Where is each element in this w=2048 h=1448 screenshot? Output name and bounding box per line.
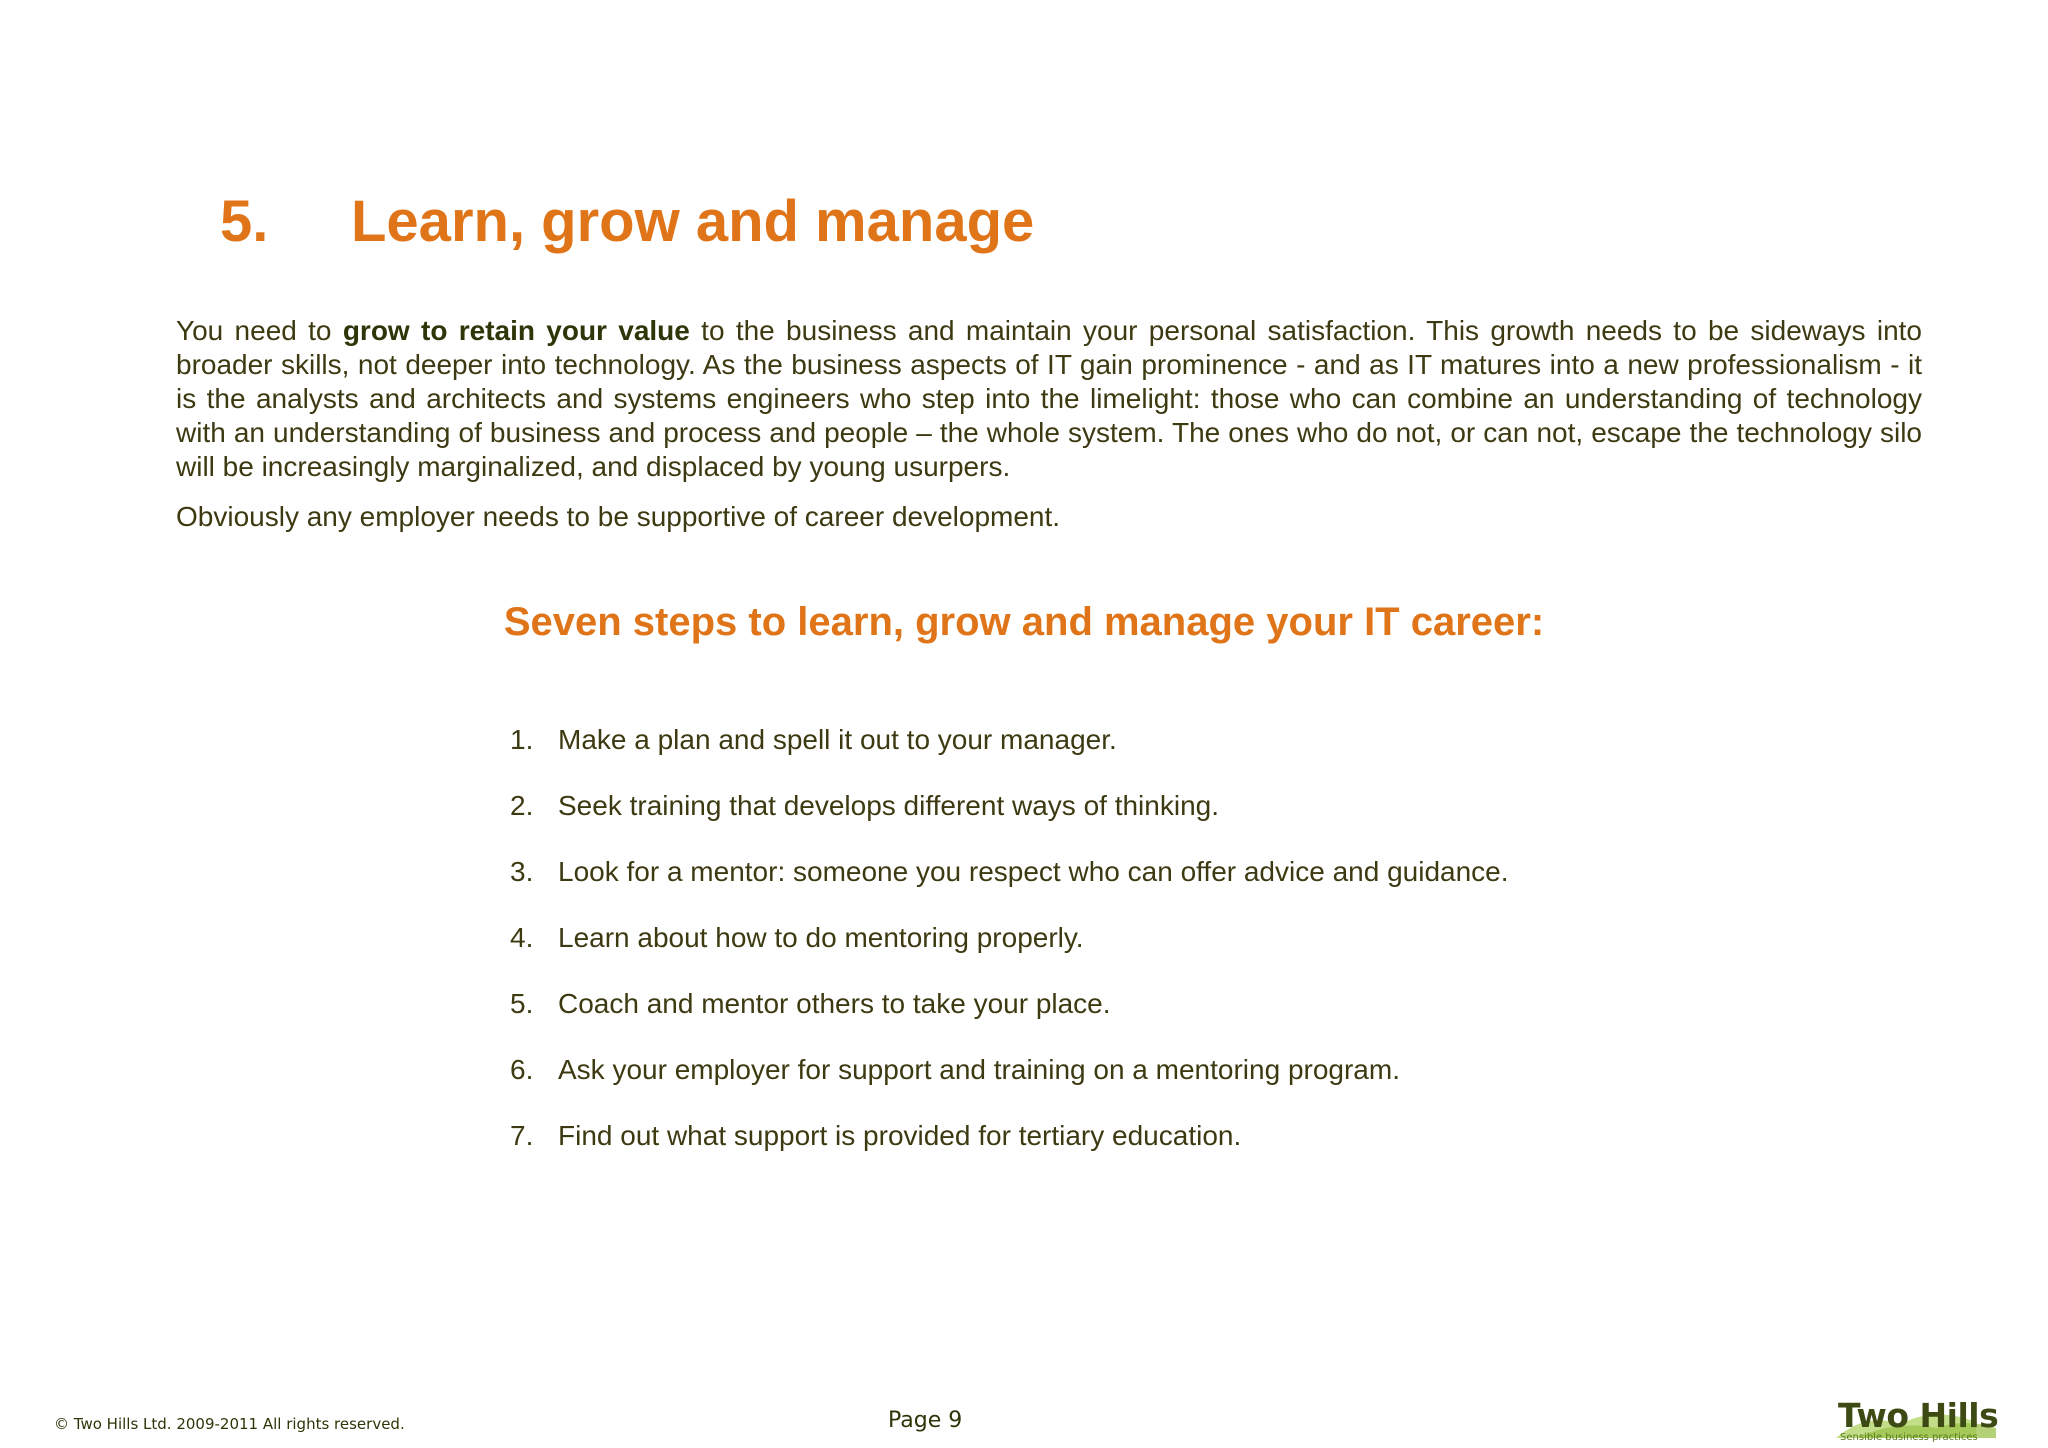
employer-note: Obviously any employer needs to be supportive of career development. [176, 501, 1061, 532]
step-text: Ask your employer for support and training on a mentoring program. [558, 1054, 1400, 1085]
step-number: 4. [510, 922, 534, 953]
step-number: 7. [510, 1120, 534, 1151]
step-text: Make a plan and spell it out to your manager. [558, 724, 1117, 755]
step-number: 3. [510, 856, 534, 887]
step-text: Learn about how to do mentoring properly. [558, 922, 1084, 953]
intro-lead: You need to [176, 315, 343, 346]
step-text: Coach and mentor others to take your place. [558, 988, 1111, 1019]
section-heading [220, 186, 1034, 258]
list-item [510, 851, 1509, 917]
logo-tagline: Sensible business practices [1840, 1432, 1978, 1443]
section-title: Learn, grow and manage [351, 189, 1035, 254]
logo-title: Two Hills [1838, 1396, 1999, 1435]
step-number: 2. [510, 790, 534, 821]
list-item [510, 719, 1509, 785]
step-text: Look for a mentor: someone you respect who can offer advice and guidance. [558, 856, 1509, 887]
step-text: Find out what support is provided for tertiary education. [558, 1120, 1242, 1151]
intro-emphasis: grow to retain your value [342, 315, 690, 346]
list-item [510, 1115, 1509, 1181]
list-item [510, 1049, 1509, 1115]
list-item [510, 785, 1509, 851]
page-number: Page 9 [888, 1408, 963, 1433]
intro-paragraph [176, 314, 1922, 484]
list-item [510, 983, 1509, 1049]
step-number: 5. [510, 988, 534, 1019]
steps-list [510, 719, 1509, 1181]
step-text: Seek training that develops different ways of thinking. [558, 790, 1219, 821]
steps-heading: Seven steps to learn, grow and manage your IT career: [503, 600, 1545, 644]
step-number: 1. [510, 724, 534, 755]
list-item [510, 917, 1509, 983]
footer-copyright: © Two Hills Ltd. 2009-2011 All rights reserved. [54, 1415, 405, 1433]
intro-rest: to the business and maintain your personal satisfaction. This growth needs to be sideways into broader skills, not deeper into technology. As the business aspects of IT gain prominence - and as IT matures into a new professionalism - it is the analysts and architects and systems engineers who step into the limelight: those who can combine an understanding of technology with an understanding of business and process and people – the whole system. The ones who do not, or can not, escape the technology silo will be increasingly marginalized, and displaced by young usurpers. [176, 315, 1923, 482]
section-number: 5. [220, 189, 269, 254]
two-hills-logo [1836, 1398, 2000, 1444]
step-number: 6. [510, 1054, 534, 1085]
